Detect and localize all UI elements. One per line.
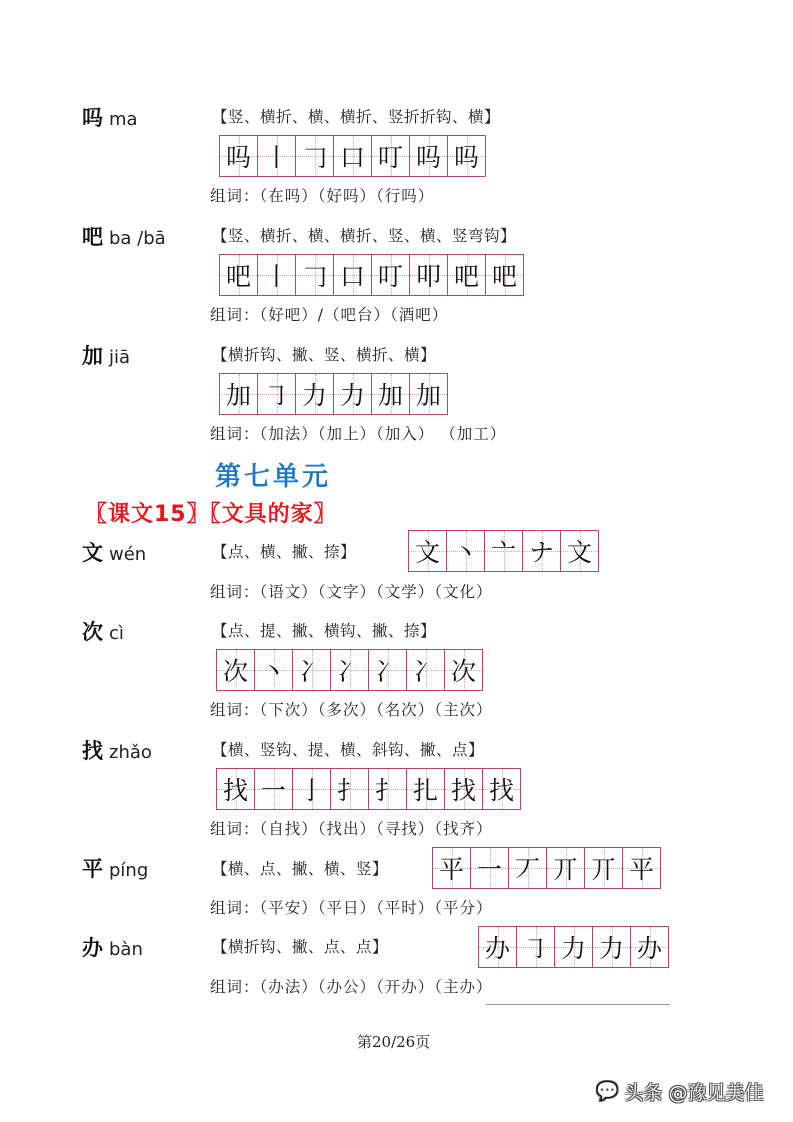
grid-cell: 吗 [410, 136, 448, 176]
divider-line [486, 1004, 670, 1005]
word-examples [210, 305, 448, 325]
char-heading-ping [82, 857, 148, 883]
grid-cell: 丨 [258, 255, 296, 295]
pinyin: wén [109, 544, 147, 565]
stroke-grid [216, 768, 521, 810]
words-list: （平安）（平日）（平时）（平分） [259, 899, 493, 917]
pinyin: ma [109, 109, 138, 130]
word-examples [210, 819, 493, 839]
grid-cell: 力 [334, 374, 372, 414]
word-examples [210, 424, 506, 444]
char-heading-ma [82, 106, 138, 132]
grid-cell: 亠 [485, 531, 523, 571]
grid-cell: 找 [483, 769, 521, 809]
grid-cell: 平 [433, 848, 471, 888]
grid-cell: 力 [555, 927, 593, 967]
character: 办 [82, 936, 103, 960]
words-list: （加法）（加上）（加入） （加工） [259, 425, 507, 443]
grid-cell: 加 [220, 374, 258, 414]
grid-cell: ㇆ [258, 374, 296, 414]
character: 平 [82, 857, 103, 881]
words-list: （好吧）/（吧台）（酒吧） [259, 306, 449, 324]
grid-cell: 平 [623, 848, 661, 888]
stroke-order-text: 【横、竖钩、提、横、斜钩、撇、点】 [212, 741, 485, 759]
grid-cell: 丶 [255, 650, 293, 690]
char-heading-zhao [82, 739, 152, 765]
stroke-grid [219, 373, 448, 415]
grid-cell: 加 [372, 374, 410, 414]
grid-cell: 吗 [220, 136, 258, 176]
stroke-order-text: 【点、横、撇、捺】 [212, 543, 357, 561]
watermark [596, 1078, 763, 1105]
words-label: 组词： [210, 899, 260, 917]
words-label: 组词： [210, 425, 260, 443]
grid-cell: 口 [334, 136, 372, 176]
grid-cell: 次 [445, 650, 483, 690]
grid-cell: 扌 [331, 769, 369, 809]
grid-cell: 文 [561, 531, 599, 571]
pinyin: píng [109, 860, 149, 881]
words-list: （办法）（办公）（开办）（主办） [259, 978, 493, 996]
grid-cell: 力 [593, 927, 631, 967]
grid-cell: 文 [409, 531, 447, 571]
grid-cell: 找 [445, 769, 483, 809]
grid-cell: 叩 [410, 255, 448, 295]
words-label: 组词： [210, 306, 260, 324]
stroke-order-text: 【竖、横折、横、横折、竖折折钩、横】 [212, 108, 501, 126]
stroke-grid [432, 847, 661, 889]
unit-title: 第七单元 [215, 462, 332, 492]
grid-cell: 𠃌 [296, 255, 334, 295]
word-examples [210, 977, 493, 997]
grid-cell: 加 [410, 374, 448, 414]
words-label: 组词： [210, 187, 260, 205]
wechat-icon: 💬 [596, 1081, 619, 1102]
grid-cell: 丶 [447, 531, 485, 571]
stroke-grid [408, 530, 599, 572]
grid-cell: 办 [631, 927, 669, 967]
stroke-order-text: 【横、点、撇、横、竖】 [212, 860, 389, 878]
grid-cell: 吧 [486, 255, 524, 295]
stroke-grid [219, 254, 524, 296]
pinyin: jiā [109, 347, 131, 368]
grid-cell: 力 [296, 374, 334, 414]
char-heading-ba [82, 225, 166, 251]
char-heading-ci [82, 620, 124, 646]
stroke-order-text: 【竖、横折、横、横折、竖、横、竖弯钩】 [212, 227, 517, 245]
grid-cell: 冫 [369, 650, 407, 690]
words-list: （自找）（找出）（寻找）（找齐） [259, 820, 493, 838]
word-examples [210, 898, 493, 918]
grid-cell: 冫 [293, 650, 331, 690]
word-examples [210, 186, 434, 206]
character: 次 [82, 620, 103, 644]
character: 加 [82, 344, 103, 368]
stroke-grid [478, 926, 669, 968]
grid-cell: 吧 [220, 255, 258, 295]
stroke-order-text: 【横折钩、撇、竖、横折、横】 [212, 346, 437, 364]
character: 找 [82, 739, 103, 763]
stroke-order-text: 【点、提、撇、横钩、撇、捺】 [212, 622, 437, 640]
watermark-text: 头条 @豫见美佳 [624, 1082, 764, 1104]
grid-cell: 𠃌 [296, 136, 334, 176]
words-label: 组词： [210, 978, 260, 996]
grid-cell: 一 [255, 769, 293, 809]
char-heading-jia [82, 344, 130, 370]
grid-cell: ㇆ [517, 927, 555, 967]
grid-cell: 叮 [372, 255, 410, 295]
character: 吧 [82, 225, 103, 249]
words-list: （在吗）（好吗）（行吗） [259, 187, 435, 205]
char-heading-wen [82, 541, 146, 567]
grid-cell: 扎 [407, 769, 445, 809]
grid-cell: 丌 [585, 848, 623, 888]
grid-cell: 吗 [448, 136, 486, 176]
grid-cell: 丌 [547, 848, 585, 888]
grid-cell: 冫 [407, 650, 445, 690]
pinyin: ba /bā [109, 228, 166, 249]
words-list: （语文）（文字）（文学）（文化） [259, 583, 493, 601]
grid-cell: 次 [217, 650, 255, 690]
stroke-grid [216, 649, 483, 691]
grid-cell: 吧 [448, 255, 486, 295]
grid-cell: 找 [217, 769, 255, 809]
grid-cell: 丆 [509, 848, 547, 888]
words-label: 组词： [210, 820, 260, 838]
grid-cell: 丨 [258, 136, 296, 176]
word-examples [210, 700, 493, 720]
character: 文 [82, 541, 103, 565]
pinyin: zhǎo [109, 742, 152, 763]
grid-cell: 扌 [369, 769, 407, 809]
lesson-title: 〖课文15〗〖文具的家〗 [85, 502, 337, 527]
word-examples [210, 582, 493, 602]
page-number: 第20/26页 [357, 1033, 431, 1051]
words-label: 组词： [210, 583, 260, 601]
grid-cell: 办 [479, 927, 517, 967]
stroke-order-text: 【横折钩、撇、点、点】 [212, 938, 389, 956]
char-heading-ban [82, 936, 143, 962]
words-label: 组词： [210, 701, 260, 719]
grid-cell: 冫 [331, 650, 369, 690]
stroke-grid [219, 135, 486, 177]
pinyin: bàn [109, 939, 143, 960]
grid-cell: 一 [471, 848, 509, 888]
grid-cell: 叮 [372, 136, 410, 176]
character: 吗 [82, 106, 103, 130]
pinyin: cì [109, 623, 124, 644]
words-list: （下次）（多次）（名次）（主次） [259, 701, 493, 719]
grid-cell: ナ [523, 531, 561, 571]
grid-cell: 口 [334, 255, 372, 295]
grid-cell: 亅 [293, 769, 331, 809]
